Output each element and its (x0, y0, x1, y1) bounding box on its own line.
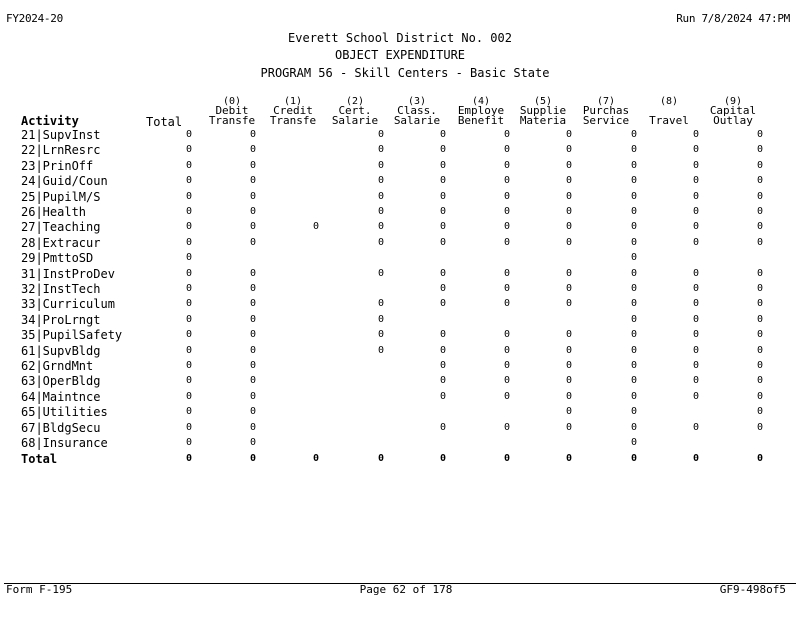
table-cell: 0 (186, 313, 193, 325)
row-label: 64|Maintnce (21, 389, 101, 404)
table-cell: 0 (757, 190, 764, 202)
table-cell: 0 (504, 159, 511, 171)
table-cell: 0 (693, 144, 700, 156)
table-cell: 0 (566, 175, 573, 187)
table-cell: 0 (693, 175, 700, 187)
table-cell: 0 (757, 390, 764, 402)
table-cell: 0 (631, 437, 638, 448)
table-cell: 0 (250, 159, 257, 171)
table-cell: 0 (693, 375, 700, 387)
table-cell: 0 (186, 190, 193, 202)
table-cell: 0 (693, 360, 700, 371)
table-cell: 0 (440, 144, 447, 156)
table-cell: 0 (757, 406, 764, 418)
table-cell: 0 (378, 298, 385, 310)
column-number: (0) (222, 96, 242, 107)
table-cell: 0 (631, 390, 638, 402)
table-cell: 0 (378, 236, 385, 248)
table-cell: 0 (313, 221, 320, 233)
table-cell: 0 (440, 129, 447, 140)
table-cell: 0 (186, 390, 193, 402)
total-cell: 0 (250, 452, 257, 464)
total-cell: 0 (313, 452, 320, 464)
total-cell: 0 (693, 452, 700, 464)
table-cell: 0 (250, 206, 257, 217)
table-cell: 0 (250, 344, 257, 356)
table-cell: 0 (504, 144, 511, 156)
row-label: 33|Curriculum (21, 297, 115, 312)
table-cell: 0 (250, 298, 257, 310)
table-cell: 0 (440, 190, 447, 202)
table-cell: 0 (566, 221, 573, 233)
table-cell: 0 (250, 175, 257, 187)
table-cell: 0 (440, 159, 447, 171)
table-cell: 0 (250, 129, 257, 140)
row-label: 21|SupvInst (21, 128, 101, 142)
column-header-line2: Transfe (208, 114, 256, 127)
table-cell: 0 (378, 329, 385, 341)
table-cell: 0 (757, 283, 764, 294)
table-cell: 0 (186, 406, 193, 418)
table-cell: 0 (566, 298, 573, 310)
table-cell: 0 (378, 221, 385, 233)
row-label: 62|GrndMnt (21, 359, 94, 373)
table-cell: 0 (504, 360, 511, 371)
column-header-line1: Debit (215, 104, 249, 117)
total-cell: 0 (631, 452, 638, 464)
table-cell: 0 (693, 236, 700, 248)
table-cell: 0 (693, 344, 700, 356)
table-cell: 0 (378, 175, 385, 187)
table-cell: 0 (440, 206, 447, 217)
table-cell: 0 (631, 406, 638, 418)
page-number: Page 62 of 178 (359, 583, 453, 596)
table-cell: 0 (378, 129, 385, 140)
table-cell: 0 (250, 221, 257, 233)
total-cell: 0 (504, 452, 511, 464)
row-label: 28|Extracur (21, 235, 101, 250)
table-cell: 0 (757, 313, 764, 325)
table-cell: 0 (757, 344, 764, 356)
table-cell: 0 (186, 252, 193, 264)
column-number: (4) (471, 96, 491, 107)
row-label: 67|BldgSecu (21, 420, 101, 435)
row-label: 34|ProLrngt (21, 312, 101, 327)
total-row-label: Total (21, 451, 58, 466)
column-header-line1: Purchas (582, 104, 630, 117)
column-header-line1: Credit (273, 104, 313, 117)
row-label: 63|OperBldg (21, 374, 101, 389)
table-cell: 0 (440, 344, 447, 356)
table-cell: 0 (440, 283, 447, 294)
total-cell: 0 (440, 452, 447, 464)
total-cell: 0 (378, 452, 385, 464)
table-cell: 0 (250, 267, 257, 279)
table-cell: 0 (566, 236, 573, 248)
column-number: (8) (659, 96, 679, 107)
table-cell: 0 (186, 283, 193, 294)
table-cell: 0 (440, 375, 447, 387)
table-cell: 0 (250, 313, 257, 325)
column-header-line2: Salarie (331, 114, 379, 127)
table-cell: 0 (631, 175, 638, 187)
table-cell: 0 (566, 375, 573, 387)
table-cell: 0 (250, 437, 257, 448)
report-title: OBJECT EXPENDITURE (334, 48, 466, 62)
table-cell: 0 (631, 329, 638, 341)
table-cell: 0 (440, 421, 447, 433)
row-label: 27|Teaching (21, 220, 101, 235)
table-cell: 0 (440, 236, 447, 248)
table-cell: 0 (504, 129, 511, 140)
column-header-line1: Supplie (519, 104, 567, 117)
table-cell: 0 (504, 221, 511, 233)
table-cell: 0 (186, 360, 193, 371)
table-cell: 0 (631, 129, 638, 140)
table-cell: 0 (186, 206, 193, 217)
column-header-line1: Cert. (338, 104, 372, 117)
district-title: Everett School District No. 002 (288, 31, 512, 45)
table-cell: 0 (631, 221, 638, 233)
table-cell: 0 (566, 144, 573, 156)
row-label: 24|Guid/Coun (21, 174, 108, 189)
column-header-line2: Service (582, 114, 630, 127)
table-cell: 0 (250, 360, 257, 371)
table-cell: 0 (631, 267, 638, 279)
column-number: (9) (723, 96, 743, 107)
table-cell: 0 (693, 221, 700, 233)
table-cell: 0 (504, 206, 511, 217)
table-cell: 0 (250, 421, 257, 433)
table-cell: 0 (631, 283, 638, 294)
table-cell: 0 (693, 267, 700, 279)
table-cell: 0 (757, 206, 764, 217)
table-cell: 0 (440, 267, 447, 279)
table-cell: 0 (250, 190, 257, 202)
total-cell: 0 (566, 452, 573, 464)
table-cell: 0 (566, 267, 573, 279)
table-cell: 0 (631, 313, 638, 325)
column-header-line2: Transfe (269, 114, 317, 127)
row-label: 29|PmttoSD (21, 251, 94, 266)
table-cell: 0 (757, 421, 764, 433)
row-label: 25|PupilM/S (21, 189, 101, 204)
table-cell: 0 (693, 159, 700, 171)
table-cell: 0 (250, 283, 257, 294)
table-cell: 0 (566, 206, 573, 217)
table-cell: 0 (186, 298, 193, 310)
column-header-line2: Materia (519, 114, 567, 127)
table-cell: 0 (504, 175, 511, 187)
table-cell: 0 (757, 298, 764, 310)
table-cell: 0 (504, 421, 511, 433)
table-cell: 0 (440, 175, 447, 187)
column-header-line2: Travel (649, 114, 689, 127)
table-cell: 0 (504, 190, 511, 202)
table-cell: 0 (186, 159, 193, 171)
table-cell: 0 (693, 206, 700, 217)
table-cell: 0 (378, 206, 385, 217)
program-title: PROGRAM 56 - Skill Centers - Basic State (260, 66, 550, 80)
table-cell: 0 (504, 375, 511, 387)
table-cell: 0 (378, 190, 385, 202)
table-cell: 0 (250, 406, 257, 418)
table-cell: 0 (631, 360, 638, 371)
table-cell: 0 (566, 283, 573, 294)
activity-header: Activity (21, 114, 79, 128)
row-label: 68|Insurance (21, 436, 108, 450)
table-cell: 0 (186, 236, 193, 248)
fiscal-year: FY2024-20 (6, 12, 63, 25)
column-header-line1: Employe (457, 104, 505, 117)
table-cell: 0 (250, 329, 257, 341)
table-cell: 0 (504, 390, 511, 402)
table-cell: 0 (440, 221, 447, 233)
table-cell: 0 (757, 144, 764, 156)
table-cell: 0 (440, 329, 447, 341)
row-label: 65|Utilities (21, 405, 108, 420)
row-label: 26|Health (21, 205, 87, 219)
table-cell: 0 (693, 298, 700, 310)
table-cell: 0 (693, 329, 700, 341)
form-code: GF9-498of5 (719, 583, 786, 596)
total-cell: 0 (757, 452, 764, 464)
table-cell: 0 (631, 252, 638, 264)
column-header-line1: Capital (709, 104, 757, 117)
table-cell: 0 (504, 329, 511, 341)
table-cell: 0 (566, 406, 573, 418)
table-cell: 0 (693, 421, 700, 433)
table-cell: 0 (566, 159, 573, 171)
table-cell: 0 (757, 329, 764, 341)
table-cell: 0 (693, 190, 700, 202)
table-cell: 0 (757, 175, 764, 187)
table-cell: 0 (378, 159, 385, 171)
table-cell: 0 (693, 129, 700, 140)
table-cell: 0 (186, 129, 193, 140)
table-cell: 0 (631, 344, 638, 356)
table-cell: 0 (631, 144, 638, 156)
table-cell: 0 (566, 344, 573, 356)
row-label: 35|PupilSafety (21, 328, 123, 343)
table-cell: 0 (250, 144, 257, 156)
table-cell: 0 (186, 175, 193, 187)
table-cell: 0 (440, 360, 447, 371)
table-cell: 0 (631, 236, 638, 248)
column-header-line1: Class. (397, 104, 437, 117)
total-cell: 0 (186, 452, 193, 464)
table-cell: 0 (631, 159, 638, 171)
table-cell: 0 (566, 360, 573, 371)
row-label: 22|LrnResrc (21, 143, 101, 158)
table-cell: 0 (250, 236, 257, 248)
table-cell: 0 (693, 313, 700, 325)
table-cell: 0 (566, 129, 573, 140)
row-label: 61|SupvBldg (21, 343, 101, 358)
table-cell: 0 (186, 344, 193, 356)
table-cell: 0 (440, 390, 447, 402)
table-cell: 0 (186, 421, 193, 433)
table-cell: 0 (378, 144, 385, 156)
table-cell: 0 (378, 344, 385, 356)
table-cell: 0 (504, 283, 511, 294)
table-cell: 0 (566, 190, 573, 202)
row-label: 31|InstProDev (21, 266, 115, 281)
table-cell: 0 (504, 236, 511, 248)
table-cell: 0 (186, 437, 193, 448)
table-cell: 0 (504, 267, 511, 279)
table-cell: 0 (504, 344, 511, 356)
table-cell: 0 (440, 298, 447, 310)
run-timestamp: Run 7/8/2024 47:PM (676, 12, 790, 25)
table-cell: 0 (631, 375, 638, 387)
column-number: (3) (407, 96, 427, 107)
row-label: 32|InstTech (21, 282, 101, 296)
column-header-line2: Benefit (457, 114, 505, 127)
table-cell: 0 (186, 329, 193, 341)
table-cell: 0 (757, 375, 764, 387)
table-cell: 0 (631, 190, 638, 202)
table-cell: 0 (693, 283, 700, 294)
table-cell: 0 (186, 221, 193, 233)
table-cell: 0 (631, 421, 638, 433)
table-cell: 0 (250, 390, 257, 402)
total-header: Total (146, 115, 183, 129)
table-cell: 0 (566, 329, 573, 341)
table-cell: 0 (757, 159, 764, 171)
table-cell: 0 (566, 390, 573, 402)
column-number: (1) (283, 96, 303, 107)
table-cell: 0 (186, 144, 193, 156)
table-cell: 0 (631, 206, 638, 217)
table-cell: 0 (757, 267, 764, 279)
table-cell: 0 (378, 267, 385, 279)
table-cell: 0 (757, 360, 764, 371)
column-number: (2) (345, 96, 365, 107)
table-cell: 0 (186, 375, 193, 387)
table-cell: 0 (250, 375, 257, 387)
table-cell: 0 (757, 236, 764, 248)
row-label: 23|PrinOff (21, 158, 94, 173)
column-number: (5) (533, 96, 553, 107)
column-header-line2: Salarie (393, 114, 441, 127)
column-header-line2: Outlay (713, 114, 753, 127)
table-cell: 0 (631, 298, 638, 310)
table-cell: 0 (566, 421, 573, 433)
table-cell: 0 (757, 221, 764, 233)
table-cell: 0 (378, 313, 385, 325)
table-cell: 0 (504, 298, 511, 310)
table-cell: 0 (186, 267, 193, 279)
table-cell: 0 (693, 390, 700, 402)
table-cell: 0 (757, 129, 764, 140)
column-number: (7) (596, 96, 616, 107)
form-number: Form F-195 (6, 583, 73, 596)
